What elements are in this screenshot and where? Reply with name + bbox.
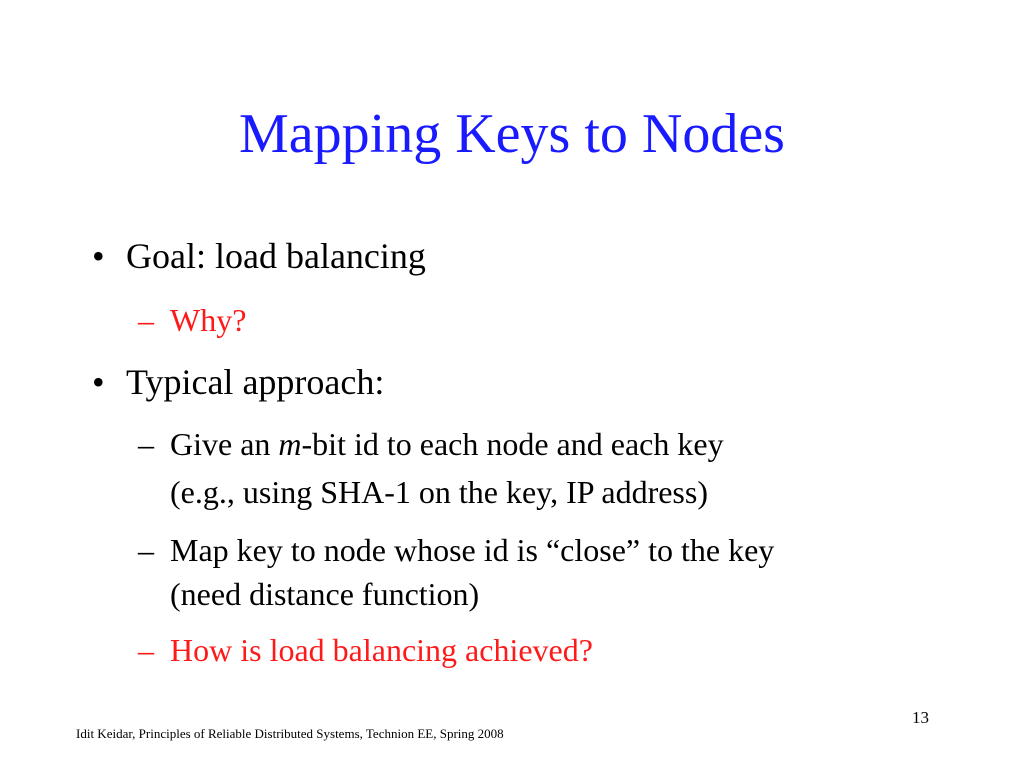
sub-bullet-give-id-prefix: Give an: [170, 426, 279, 462]
sub-bullet-give-id: [170, 424, 724, 464]
slide-footer: Idit Keidar, Principles of Reliable Distributed Systems, Technion EE, Spring 2008: [76, 726, 504, 741]
sub-bullet-why: Why?: [170, 302, 247, 338]
slide-title: Mapping Keys to Nodes: [239, 103, 785, 165]
sub-bullet-marker: –: [138, 302, 154, 338]
sub-bullet-give-id-continuation: (e.g., using SHA-1 on the key, IP address): [170, 474, 708, 510]
sub-bullet-map-key: Map key to node whose id is “close” to the key: [170, 532, 775, 568]
bullet-approach-text: Typical approach:: [126, 362, 385, 402]
sub-bullet-marker: –: [138, 632, 154, 668]
sub-bullet-marker: –: [138, 426, 154, 462]
bullet-marker: •: [92, 362, 105, 402]
bullet-marker: •: [92, 236, 105, 276]
sub-bullet-marker: –: [138, 532, 154, 568]
sub-bullet-give-id-suffix: -bit id to each node and each key: [301, 426, 724, 462]
sub-bullet-how-achieved: How is load balancing achieved?: [170, 632, 593, 668]
sub-bullet-give-id-emphasis: m: [278, 426, 302, 462]
bullet-goal-text: Goal: load balancing: [126, 236, 426, 276]
sub-bullet-map-key-continuation: (need distance function): [170, 576, 480, 612]
slide-number: 13: [912, 708, 929, 727]
